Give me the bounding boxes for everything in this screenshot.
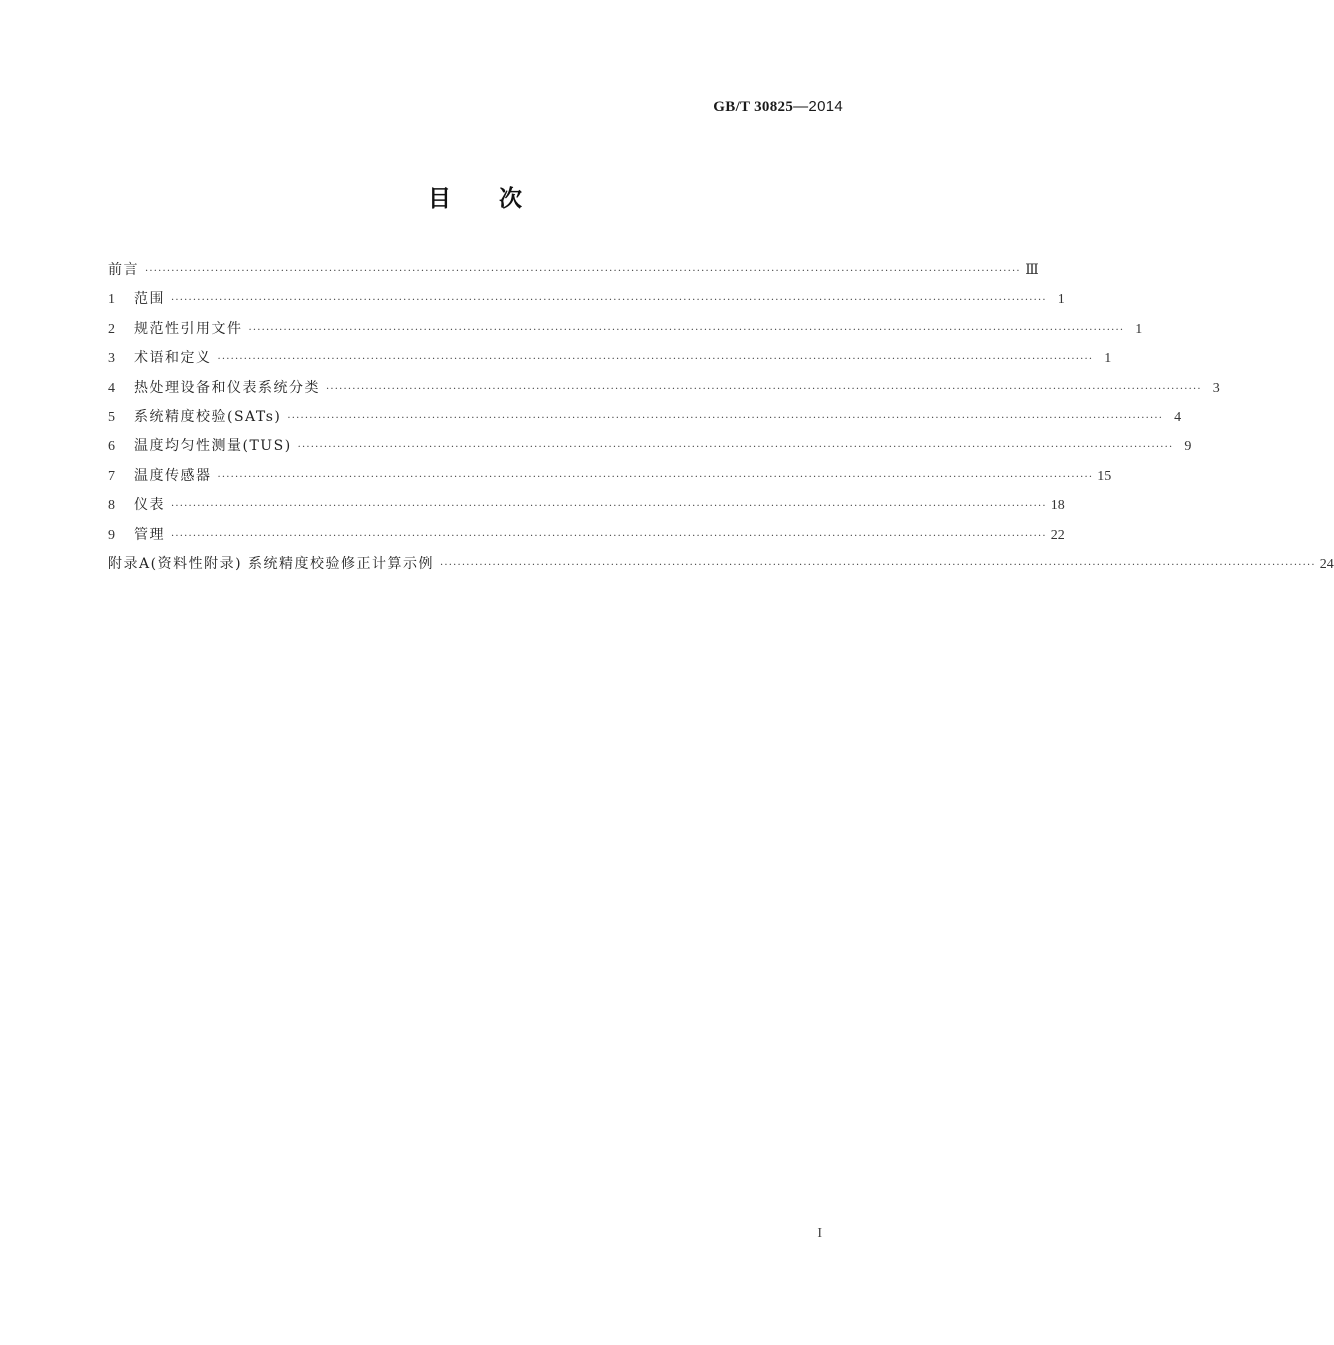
dot-leader: ········································································································································································································ xyxy=(297,442,1174,454)
toc-entry-page: 3 xyxy=(1212,380,1220,396)
toc-entry-page: 9 xyxy=(1184,439,1192,455)
toc-entry-page: 1 xyxy=(1057,292,1065,308)
toc-entry-6[interactable] xyxy=(108,432,1192,461)
toc-entry-page: 24 xyxy=(1319,556,1334,572)
toc-entry-label: 规范性引用文件 xyxy=(134,320,243,337)
standard-year: —2014 xyxy=(793,98,843,115)
dot-leader: ········································································································································································································ xyxy=(248,324,1125,336)
toc-entry-page: 1 xyxy=(1104,351,1112,367)
toc-entry-label: 系统精度校验(SATs) xyxy=(134,408,282,425)
dot-leader: ········································································································································································································ xyxy=(171,501,1047,513)
toc-entry-1[interactable] xyxy=(108,285,1065,314)
toc-entry-label: 范围 xyxy=(134,291,165,308)
dot-leader: ········································································································································································································ xyxy=(171,295,1047,307)
dot-leader: ········································································································································································································ xyxy=(217,354,1094,366)
toc-entry-number: 6 xyxy=(108,439,115,455)
toc-entry-label: 温度均匀性测量(TUS) xyxy=(134,438,292,455)
toc-entry-9[interactable] xyxy=(108,521,1065,550)
dot-leader: ········································································································································································································ xyxy=(171,530,1047,542)
toc-entry-number: 1 xyxy=(108,292,115,308)
toc-entry-8[interactable] xyxy=(108,491,1065,520)
toc-entry-page: 1 xyxy=(1135,321,1143,337)
standard-code xyxy=(713,98,843,116)
dot-leader: ········································································································································································································ xyxy=(439,559,1316,571)
toc-entry-label: 管理 xyxy=(134,526,165,543)
standard-number: GB/T 30825 xyxy=(713,99,794,115)
toc-entry-number: 7 xyxy=(108,468,115,484)
toc-entry-page: 22 xyxy=(1050,527,1065,543)
toc-entry-label: 温度传感器 xyxy=(134,467,212,484)
toc-entry-page: 15 xyxy=(1097,468,1112,484)
toc-entry-number: 8 xyxy=(108,498,115,514)
dot-leader: ········································································································································································································ xyxy=(326,383,1202,395)
dot-leader: ········································································································································································································ xyxy=(287,412,1164,424)
toc-entry-7[interactable] xyxy=(108,462,1112,491)
toc-entry-label: 仪表 xyxy=(134,497,165,514)
toc-entry-2[interactable] xyxy=(108,315,1143,344)
toc-entry-appendix-a[interactable] xyxy=(108,550,1334,579)
toc-entry-page: 18 xyxy=(1050,498,1065,514)
toc-entry-number: 4 xyxy=(108,380,115,396)
toc-entry-5[interactable] xyxy=(108,403,1182,432)
toc-entry-number: 5 xyxy=(108,409,115,425)
page-title: 目次 xyxy=(428,186,570,212)
toc-entry-number: 2 xyxy=(108,321,115,337)
toc-entry-label: 热处理设备和仪表系统分类 xyxy=(134,379,320,396)
table-of-contents xyxy=(108,256,1334,579)
dot-leader: ········································································································································································································ xyxy=(145,266,1021,277)
toc-entry-number: 3 xyxy=(108,351,115,367)
toc-entry-label: 术语和定义 xyxy=(134,350,212,367)
toc-entry-page: Ⅲ xyxy=(1025,263,1039,278)
toc-entry-number: 9 xyxy=(108,527,115,543)
toc-entry-label: 附录A(资料性附录) 系统精度校验修正计算示例 xyxy=(108,555,434,572)
toc-entry-3[interactable] xyxy=(108,344,1112,373)
toc-entry-foreword[interactable] xyxy=(108,256,1039,285)
toc-entry-page: 4 xyxy=(1174,409,1182,425)
toc-entry-label: 前言 xyxy=(108,262,139,278)
page-number: I xyxy=(817,1226,822,1241)
toc-entry-4[interactable] xyxy=(108,374,1220,403)
dot-leader: ········································································································································································································ xyxy=(217,471,1094,483)
